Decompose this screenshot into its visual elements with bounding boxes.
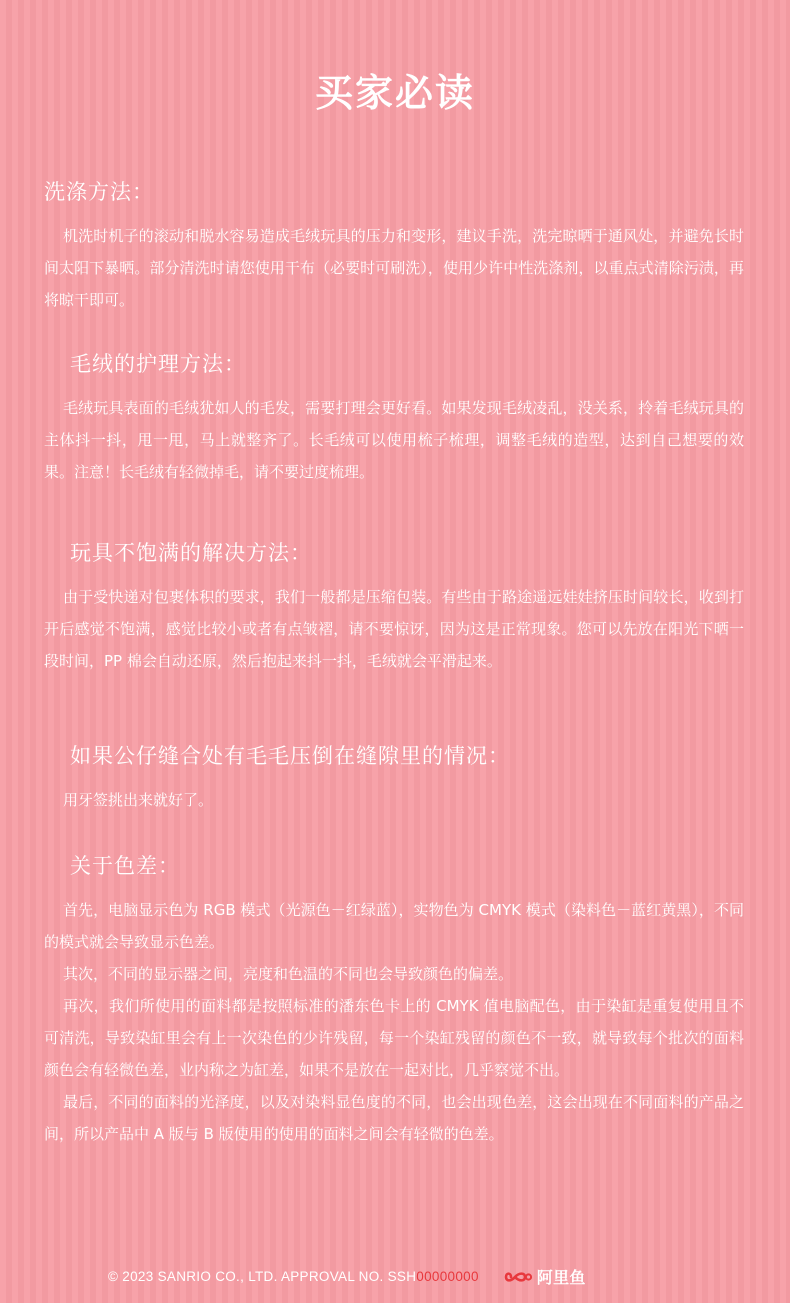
section-plush-care — [44, 348, 744, 488]
brand-logo — [503, 1265, 586, 1288]
section-heading: 玩具不饱满的解决方法： — [70, 541, 312, 565]
section-heading: 洗涤方法： — [44, 180, 154, 204]
brand-name: 阿里鱼 — [536, 1268, 586, 1287]
page-title: 买家必读 — [314, 71, 475, 115]
section-paragraph: 用牙签挑出来就好了。 — [63, 791, 214, 809]
approval-code: 00000000 — [416, 1269, 479, 1284]
section-paragraph: 其次，不同的显示器之间，亮度和色温的不同也会导致颜色的偏差。 — [63, 965, 514, 983]
section-paragraph: 机洗时机子的滚动和脱水容易造成毛绒玩具的压力和变形，建议手洗，洗完晾晒于通风处，并避免长时间太阳下暴晒。部分清洗时请您使用干布（必要时可刷洗），使用少许中性洗涤剂，以重点式清除污渍，再将晾干即可。 — [44, 227, 744, 309]
section-washing — [44, 176, 744, 316]
section-not-plump — [44, 537, 744, 677]
section-heading: 毛绒的护理方法： — [70, 352, 246, 376]
section-heading: 关于色差： — [70, 854, 180, 878]
section-paragraph: 毛绒玩具表面的毛绒犹如人的毛发，需要打理会更好看。如果发现毛绒凌乱，没关系，拎着毛绒玩具的主体抖一抖，甩一甩，马上就整齐了。长毛绒可以使用梳子梳理，调整毛绒的造型，达到自己想要的效果。注意！长毛绒有轻微掉毛，请不要过度梳理。 — [44, 399, 744, 481]
section-seam-fur — [44, 740, 744, 816]
footer — [108, 1265, 586, 1288]
alibaba-infinity-logo-icon — [503, 1268, 533, 1286]
section-paragraph: 由于受快递对包裹体积的要求，我们一般都是压缩包装。有些由于路途遥远娃娃挤压时间较长，收到打开后感觉不饱满，感觉比较小或者有点皱褶，请不要惊讶，因为这是正常现象。您可以先放在阳光下晒一段时间，PP 棉会自动还原，然后抱起来抖一抖，毛绒就会平滑起来。 — [44, 588, 744, 670]
section-paragraph: 最后，不同的面料的光泽度，以及对染料显色度的不同，也会出现色差，这会出现在不同面料的产品之间，所以产品中 A 版与 B 版使用的使用的面料之间会有轻微的色差。 — [44, 1093, 744, 1143]
section-paragraph: 再次，我们所使用的面料都是按照标准的潘东色卡上的 CMYK 值电脑配色，由于染缸是重复使用且不可清洗，导致染缸里会有上一次染色的少许残留，每一个染缸残留的颜色不一致，就导致每个批次的面料颜色会有轻微色差，业内称之为缸差，如果不是放在一起对比，几乎察觉不出。 — [44, 997, 744, 1079]
section-color-difference — [44, 850, 744, 1150]
section-heading: 如果公仔缝合处有毛毛压倒在缝隙里的情况： — [70, 744, 510, 768]
section-paragraph: 首先，电脑显示色为 RGB 模式（光源色－红绿蓝），实物色为 CMYK 模式（染料色－蓝红黄黑），不同的模式就会导致显示色差。 — [44, 901, 744, 951]
copyright-text: © 2023 SANRIO CO., LTD. APPROVAL NO. SSH — [108, 1269, 417, 1284]
